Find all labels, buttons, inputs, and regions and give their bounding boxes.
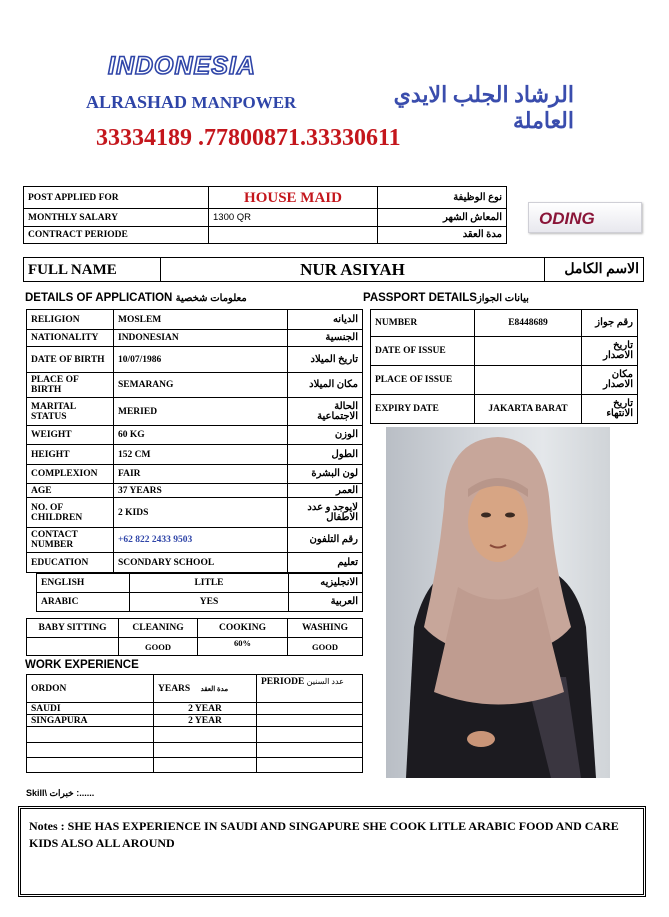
dob-label: DATE OF BIRTH xyxy=(27,347,114,373)
full-name-value: NUR ASIYAH xyxy=(161,258,545,282)
col-years-en: YEARS xyxy=(158,683,191,694)
marital-label: MARITAL STATUS xyxy=(27,398,114,426)
height-label: HEIGHT xyxy=(27,445,114,465)
arabic-label: ARABIC xyxy=(37,593,130,612)
contact-label-ar: رقم التلفون xyxy=(288,528,363,553)
exp-country xyxy=(27,743,154,758)
skill-header-cleaning: CLEANING xyxy=(119,619,198,638)
country-title: INDONESIA xyxy=(108,52,256,80)
contract-label: CONTRACT PERIODE xyxy=(24,227,209,244)
passport-table xyxy=(370,309,638,424)
complexion-label: COMPLEXION xyxy=(27,465,114,484)
col-years xyxy=(154,675,257,703)
issue-date-label-ar: تاريخ الاصدار xyxy=(582,337,638,366)
phone-numbers: 33334189 .77800871.33330611 xyxy=(96,125,401,151)
weight-label: WEIGHT xyxy=(27,426,114,445)
passport-number-value: E8448689 xyxy=(475,310,582,337)
passport-number-label-ar: رقم جواز xyxy=(582,310,638,337)
exp-years: 2 YEAR xyxy=(154,703,257,715)
salary-label-ar: المعاش الشهر xyxy=(378,209,507,227)
passport-number-label: NUMBER xyxy=(371,310,475,337)
issue-place-value xyxy=(475,366,582,395)
children-label: NO. OF CHILDREN xyxy=(27,498,114,528)
code-badge: ODING xyxy=(528,202,642,233)
exp-years xyxy=(154,727,257,743)
full-name-label: FULL NAME xyxy=(24,258,161,282)
arabic-label-ar: العربية xyxy=(289,593,363,612)
religion-label-ar: الديانه xyxy=(288,310,363,330)
marital-label-ar: الحالة الاجتماعية xyxy=(288,398,363,426)
skill-value-cleaning: GOOD xyxy=(119,638,198,656)
passport-title xyxy=(363,292,529,304)
exp-country: SAUDI xyxy=(27,703,154,715)
education-value: SCONDARY SCHOOL xyxy=(114,553,288,573)
application-title-ar: معلومات شخصية xyxy=(175,293,247,304)
col-ordon: ORDON xyxy=(27,675,154,703)
pob-label-ar: مكان الميلاد xyxy=(288,373,363,398)
issue-place-label-ar: مكان الاصدار xyxy=(582,366,638,395)
dob-value: 10/07/1986 xyxy=(114,347,288,373)
nationality-label-ar: الجنسية xyxy=(288,330,363,347)
full-name-table xyxy=(23,257,644,282)
post-label: POST APPLIED FOR xyxy=(24,187,209,209)
arabic-value: YES xyxy=(130,593,289,612)
skill-value-washing: GOOD xyxy=(288,638,363,656)
age-label-ar: العمر xyxy=(288,484,363,498)
agency-name-part2: MANPOWER xyxy=(191,93,297,112)
col-periode-ar: عدد السنين xyxy=(306,677,344,686)
exp-periode xyxy=(257,758,363,773)
contract-label-ar: مدة العقد xyxy=(378,227,507,244)
skill-value-babysitting xyxy=(27,638,119,656)
post-value: HOUSE MAID xyxy=(209,187,378,209)
contact-label: CONTACT NUMBER xyxy=(27,528,114,553)
skills-table xyxy=(26,618,363,656)
height-value: 152 CM xyxy=(114,445,288,465)
experience-table xyxy=(26,674,363,773)
exp-years: 2 YEAR xyxy=(154,715,257,727)
job-table xyxy=(23,186,507,244)
full-name-label-ar: الاسم الكامل xyxy=(545,258,644,282)
notes-box xyxy=(18,806,646,897)
col-periode xyxy=(257,675,363,703)
age-value: 37 YEARS xyxy=(114,484,288,498)
person-illustration xyxy=(386,427,610,778)
issue-place-label: PLACE OF ISSUE xyxy=(371,366,475,395)
exp-periode xyxy=(257,703,363,715)
children-value: 2 KIDS xyxy=(114,498,288,528)
agency-name-part1: ALRASHAD xyxy=(86,92,192,112)
religion-value: MOSLEM xyxy=(114,310,288,330)
exp-country xyxy=(27,758,154,773)
exp-periode xyxy=(257,727,363,743)
children-label-ar: لايوجد و عدد الاطفال xyxy=(288,498,363,528)
contract-value xyxy=(209,227,378,244)
english-label-ar: الانجليزيه xyxy=(289,574,363,593)
application-title xyxy=(25,292,247,304)
skill-header-cooking: COOKING xyxy=(198,619,288,638)
col-periode-en: PERIODE xyxy=(261,677,305,687)
agency-name-ar: الرشاد الجلب الايدي العاملة xyxy=(393,82,574,133)
nationality-value: INDONESIAN xyxy=(114,330,288,347)
expiry-label: EXPIRY DATE xyxy=(371,395,475,424)
complexion-label-ar: لون البشرة xyxy=(288,465,363,484)
skill-line: Skill\ خبرات :...... xyxy=(26,788,95,798)
skill-header-babysitting: BABY SITTING xyxy=(27,619,119,638)
complexion-value: FAIR xyxy=(114,465,288,484)
skill-header-washing: WASHING xyxy=(288,619,363,638)
issue-date-value xyxy=(475,337,582,366)
contact-value: +62 822 2433 9503 xyxy=(114,528,288,553)
pob-value: SEMARANG xyxy=(114,373,288,398)
issue-date-label: DATE OF ISSUE xyxy=(371,337,475,366)
weight-value: 60 KG xyxy=(114,426,288,445)
agency-name-en xyxy=(86,92,296,113)
weight-label-ar: الوزن xyxy=(288,426,363,445)
language-table xyxy=(36,573,363,612)
exp-periode xyxy=(257,743,363,758)
expiry-label-ar: تاريخ الانتهاء xyxy=(582,395,638,424)
english-value: LITLE xyxy=(130,574,289,593)
passport-title-en: PASSPORT DETAILS xyxy=(363,292,477,304)
application-table xyxy=(26,309,363,573)
application-title-en: DETAILS OF APPLICATION xyxy=(25,292,173,304)
exp-periode xyxy=(257,715,363,727)
exp-years xyxy=(154,758,257,773)
nationality-label: NATIONALITY xyxy=(27,330,114,347)
salary-label: MONTHLY SALARY xyxy=(24,209,209,227)
age-label: AGE xyxy=(27,484,114,498)
post-label-ar: نوع الوظيفة xyxy=(378,187,507,209)
pob-label: PLACE OF BIRTH xyxy=(27,373,114,398)
exp-country xyxy=(27,727,154,743)
marital-value: MERIED xyxy=(114,398,288,426)
expiry-value: JAKARTA BARAT xyxy=(475,395,582,424)
notes-text: Notes : SHE HAS EXPERIENCE IN SAUDI AND SINGAPURE SHE COOK LITLE ARABIC FOOD AND CARE KIDS ALSO ALL AROUND xyxy=(29,819,619,850)
col-years-ar: مدة العقد xyxy=(200,684,229,693)
passport-title-ar: بيانات الجواز xyxy=(476,293,529,304)
applicant-photo xyxy=(386,427,610,778)
education-label-ar: تعليم xyxy=(288,553,363,573)
exp-country: SINGAPURA xyxy=(27,715,154,727)
experience-title: WORK EXPERIENCE xyxy=(25,659,139,671)
height-label-ar: الطول xyxy=(288,445,363,465)
english-label: ENGLISH xyxy=(37,574,130,593)
religion-label: RELIGION xyxy=(27,310,114,330)
skill-value-cooking: 60% xyxy=(198,638,288,656)
dob-label-ar: تاريخ الميلاد xyxy=(288,347,363,373)
education-label: EDUCATION xyxy=(27,553,114,573)
exp-years xyxy=(154,743,257,758)
salary-value: 1300 QR xyxy=(209,209,378,227)
